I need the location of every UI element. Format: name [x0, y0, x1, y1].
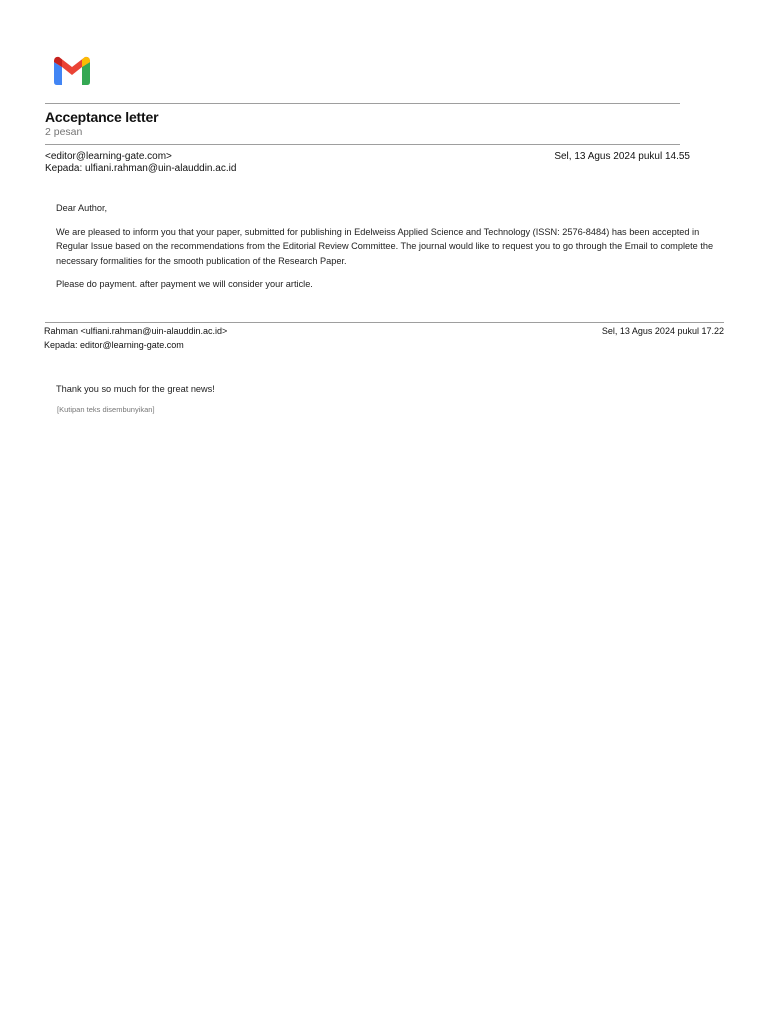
message-sender: Rahman <ulfiani.rahman@uin-alauddin.ac.id>: [44, 326, 228, 336]
message-paragraph: We are pleased to inform you that your paper, submitted for publishing in Edelweiss Applied Science and Technology (ISSN: 2576-8484) has been accepted in Regular Issue based on the recommendations from the Editorial Review Committee. The journal would like to request you to go through the Email to complete the necessary formalities for the smooth publication of the Research Paper.: [56, 226, 714, 266]
message-sender: <editor@learning-gate.com>: [45, 151, 172, 162]
message-body: [56, 382, 556, 397]
thread-subject: Acceptance letter: [45, 109, 159, 125]
message-body: [56, 201, 721, 292]
message-recipient: Kepada: ulfiani.rahman@uin-alauddin.ac.id: [45, 163, 237, 174]
message-paragraph: Please do payment. after payment we will consider your article.: [56, 279, 313, 289]
message-date: Sel, 13 Agus 2024 pukul 14.55: [554, 151, 690, 162]
message-date: Sel, 13 Agus 2024 pukul 17.22: [601, 326, 724, 336]
message-count: 2 pesan: [45, 126, 83, 138]
message-recipient: Kepada: editor@learning-gate.com: [44, 340, 184, 350]
message-greeting: Dear Author,: [56, 203, 108, 213]
subject-divider: [45, 144, 680, 145]
message-divider: [45, 322, 724, 323]
header-divider: [45, 103, 680, 104]
gmail-logo-icon: [45, 42, 99, 96]
quoted-text-toggle[interactable]: [Kutipan teks disembunyikan]: [57, 405, 155, 414]
message-paragraph: Thank you so much for the great news!: [56, 384, 215, 394]
